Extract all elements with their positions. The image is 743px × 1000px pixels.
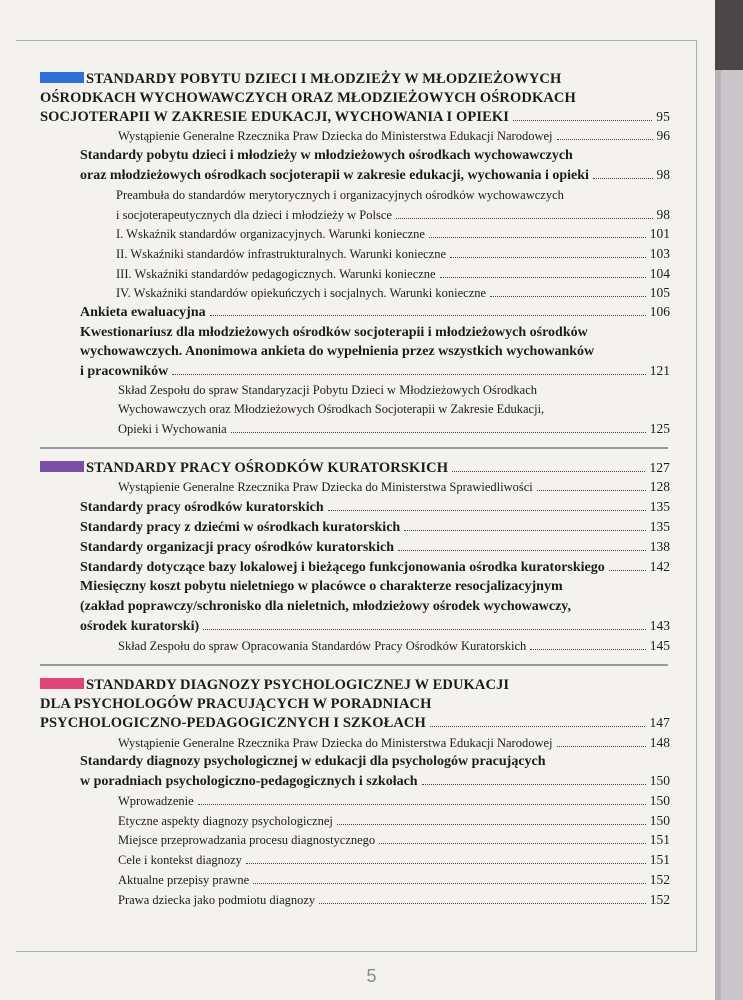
entry-title-line: i pracowników xyxy=(80,364,169,379)
entry-page-number: 106 xyxy=(649,304,670,319)
entry-page-number: 96 xyxy=(656,128,670,143)
entry-page-number: 145 xyxy=(649,638,670,653)
dot-leader xyxy=(253,882,646,884)
entry-page-number: 150 xyxy=(649,773,670,788)
section-color-bar xyxy=(40,72,84,83)
section-heading-line xyxy=(40,458,670,478)
section-heading-line xyxy=(40,676,509,695)
toc-entry-line xyxy=(80,165,670,185)
entry-page-number: 151 xyxy=(649,852,670,867)
entry-title-line: ośrodek kuratorski) xyxy=(80,619,200,634)
dot-leader xyxy=(198,803,646,805)
entry-title-line: Miejsce przeprowadzania procesu diagnostycznego xyxy=(118,833,376,847)
entry-title-line: Wystąpienie Generalne Rzecznika Praw Dziecka do Ministerstwa Edukacji Narodowej xyxy=(118,129,553,143)
toc-entry-line xyxy=(80,597,571,616)
entry-page-number: 151 xyxy=(649,832,670,847)
entry-title-line: Prawa dziecka jako podmiotu diagnozy xyxy=(118,893,316,907)
dot-leader xyxy=(490,295,646,297)
dot-leader xyxy=(404,529,646,531)
dot-leader xyxy=(396,217,653,219)
dot-leader xyxy=(557,138,653,140)
toc-entry-line xyxy=(116,186,564,205)
section-color-bar xyxy=(40,461,84,472)
entry-page-number: 95 xyxy=(656,109,670,124)
entry-title-line: Standardy pobytu dzieci i młodzieży w młodzieżowych ośrodkach wychowawczych xyxy=(80,148,573,163)
entry-page-number: 105 xyxy=(649,285,670,300)
page-edge-dark xyxy=(715,0,743,70)
toc-entry-line xyxy=(80,577,563,596)
entry-title-line: I. Wskaźnik standardów organizacyjnych. Warunki konieczne xyxy=(116,227,425,241)
toc-entry-line xyxy=(118,733,670,753)
entry-title-line: Skład Zespołu do spraw Opracowania Standardów Pracy Ośrodków Kuratorskich xyxy=(118,639,527,653)
toc-entry-line xyxy=(118,419,670,439)
entry-title-line: Etyczne aspekty diagnozy psychologicznej xyxy=(118,814,333,828)
entry-page-number: 135 xyxy=(649,499,670,514)
toc-entry-line xyxy=(116,205,670,225)
entry-title-line: OŚRODKACH WYCHOWAWCZYCH ORAZ MŁODZIEŻOWYCH OŚRODKACH xyxy=(40,90,576,106)
toc-entry-line xyxy=(118,126,670,146)
entry-page-number: 101 xyxy=(649,226,670,241)
dot-leader xyxy=(422,783,646,785)
toc-entry-line xyxy=(80,342,594,361)
dot-leader xyxy=(537,489,646,491)
entry-page-number: 152 xyxy=(649,892,670,907)
dot-leader xyxy=(593,177,653,179)
entry-title-line: III. Wskaźniki standardów pedagogicznych. Warunki konieczne xyxy=(116,267,436,281)
toc-entry-line xyxy=(118,830,670,850)
dot-leader xyxy=(513,119,652,121)
dot-leader xyxy=(430,725,646,727)
toc-entry-line xyxy=(80,557,670,577)
toc-entry-line xyxy=(118,400,544,419)
entry-page-number: 147 xyxy=(649,715,670,730)
toc-entry-line xyxy=(116,283,670,303)
entry-page-number: 127 xyxy=(649,460,670,475)
dot-leader xyxy=(398,549,646,551)
toc-entry-line xyxy=(118,636,670,656)
toc-entry-line xyxy=(80,771,670,791)
dot-leader xyxy=(210,314,646,316)
toc-entry-line xyxy=(118,477,670,497)
section-heading-line xyxy=(40,89,576,108)
entry-title-line: DLA PSYCHOLOGÓW PRACUJĄCYCH W PORADNIACH xyxy=(40,696,432,712)
entry-title-line: i socjoterapeutycznych dla dzieci i młodzieży w Polsce xyxy=(116,208,392,222)
toc-entry-line xyxy=(118,811,670,831)
toc-entry-line xyxy=(118,890,670,910)
dot-leader xyxy=(429,236,646,238)
entry-page-number: 128 xyxy=(649,479,670,494)
toc-entry-line xyxy=(118,791,670,811)
entry-title-line: II. Wskaźniki standardów infrastrukturalnych. Warunki konieczne xyxy=(116,247,447,261)
entry-page-number: 152 xyxy=(649,872,670,887)
dot-leader xyxy=(172,373,645,375)
toc-entry-line xyxy=(80,537,670,557)
entry-title-line: Standardy pracy z dziećmi w ośrodkach kuratorskich xyxy=(80,520,401,535)
dot-leader xyxy=(530,648,646,650)
toc-entry-line xyxy=(80,752,546,771)
toc-entry-line xyxy=(116,224,670,244)
page-edge-shade xyxy=(715,70,721,1000)
toc-entry-line xyxy=(80,517,670,537)
entry-page-number: 142 xyxy=(649,559,670,574)
page-edge xyxy=(715,0,743,1000)
toc-entry-line xyxy=(80,616,670,636)
entry-title-line: SOCJOTERAPII W ZAKRESIE EDUKACJI, WYCHOWANIA I OPIEKI xyxy=(40,109,509,125)
entry-title-line: Cele i kontekst diagnozy xyxy=(118,853,242,867)
entry-page-number: 150 xyxy=(649,793,670,808)
entry-page-number: 104 xyxy=(649,266,670,281)
dot-leader xyxy=(337,823,646,825)
entry-title-line: Wychowawczych oraz Młodzieżowych Ośrodkach Socjoterapii w Zakresie Edukacji, xyxy=(118,402,545,416)
section-color-bar xyxy=(40,678,84,689)
entry-title-line: Wystąpienie Generalne Rzecznika Praw Dziecka do Ministerstwa Sprawiedliwości xyxy=(118,480,533,494)
entry-title-line: Standardy diagnozy psychologicznej w edukacji dla psychologów pracujących xyxy=(80,754,546,769)
section-heading-line xyxy=(40,713,670,733)
entry-page-number: 148 xyxy=(649,735,670,750)
dot-leader xyxy=(379,842,646,844)
entry-page-number: 121 xyxy=(649,363,670,378)
toc-entry-line xyxy=(80,146,573,165)
entry-title-line: Kwestionariusz dla młodzieżowych ośrodków socjoterapii i młodzieżowych ośrodków xyxy=(80,325,588,340)
section-heading-line xyxy=(40,695,432,714)
entry-page-number: 125 xyxy=(649,421,670,436)
entry-title-line: wychowawczych. Anonimowa ankieta do wypełnienia przez wszystkich wychowanków xyxy=(80,344,595,359)
toc-entry-line xyxy=(116,244,670,264)
entry-page-number: 135 xyxy=(649,519,670,534)
entry-title-line: IV. Wskaźniki standardów opiekuńczych i socjalnych. Warunki konieczne xyxy=(116,286,487,300)
entry-title-line: (zakład poprawczy/schronisko dla nieletnich, młodzieżowy ośrodek wychowawczy, xyxy=(80,599,572,614)
entry-page-number: 150 xyxy=(649,813,670,828)
section-heading-line xyxy=(40,107,670,127)
dot-leader xyxy=(440,276,646,278)
entry-title-line: Ankieta ewaluacyjna xyxy=(80,305,206,320)
entry-title-line: Skład Zespołu do spraw Standaryzacji Pobytu Dzieci w Młodzieżowych Ośrodkach xyxy=(118,383,537,397)
toc-entry-line xyxy=(116,264,670,284)
entry-title-line: Wystąpienie Generalne Rzecznika Praw Dziecka do Ministerstwa Edukacji Narodowej xyxy=(118,736,553,750)
section-divider xyxy=(40,664,668,666)
toc-entry-line xyxy=(80,302,670,322)
entry-title-line: oraz młodzieżowych ośrodkach socjoterapii w zakresie edukacji, wychowania i opieki xyxy=(80,168,589,183)
section-divider xyxy=(40,447,668,449)
dot-leader xyxy=(319,902,646,904)
page-number: 5 xyxy=(366,966,377,986)
toc-entry-line xyxy=(80,497,670,517)
dot-leader xyxy=(246,862,646,864)
dot-leader xyxy=(203,628,646,630)
dot-leader xyxy=(231,431,646,433)
dot-leader xyxy=(328,509,646,511)
toc-entry-line xyxy=(118,850,670,870)
dot-leader xyxy=(557,745,646,747)
entry-title-line: Standardy dotyczące bazy lokalowej i bieżącego funkcjonowania ośrodka kuratorskiego xyxy=(80,560,605,575)
toc-entry-line xyxy=(118,870,670,890)
entry-title-line: Opieki i Wychowania xyxy=(118,422,227,436)
entry-title-line: PSYCHOLOGICZNO-PEDAGOGICZNYCH I SZKOŁACH xyxy=(40,715,426,731)
entry-title-line: w poradniach psychologiczno-pedagogicznych i szkołach xyxy=(80,774,418,789)
entry-page-number: 143 xyxy=(649,618,670,633)
entry-page-number: 98 xyxy=(656,207,670,222)
entry-page-number: 98 xyxy=(656,167,670,182)
entry-title-line: Miesięczny koszt pobytu nieletniego w placówce o charakterze resocjalizacyjnym xyxy=(80,579,563,594)
toc-entry-line xyxy=(118,381,537,400)
entry-title-line: Standardy pracy ośrodków kuratorskich xyxy=(80,500,324,515)
entry-title-line: STANDARDY PRACY OŚRODKÓW KURATORSKICH xyxy=(86,460,449,476)
entry-page-number: 103 xyxy=(649,246,670,261)
toc-entry-line xyxy=(80,361,670,381)
entry-title-line: Standardy organizacji pracy ośrodków kuratorskich xyxy=(80,540,394,555)
entry-page-number: 138 xyxy=(649,539,670,554)
dot-leader xyxy=(609,569,646,571)
entry-title-line: Wprowadzenie xyxy=(118,794,194,808)
entry-title-line: STANDARDY POBYTU DZIECI I MŁODZIEŻY W MŁODZIEŻOWYCH xyxy=(86,71,562,87)
section-heading-line xyxy=(40,70,561,89)
dot-leader xyxy=(452,470,645,472)
dot-leader xyxy=(450,256,646,258)
entry-title-line: STANDARDY DIAGNOZY PSYCHOLOGICZNEJ W EDUKACJI xyxy=(86,677,510,693)
entry-title-line: Preambuła do standardów merytorycznych i organizacyjnych ośrodków wychowawczych xyxy=(116,188,564,202)
toc-entry-line xyxy=(80,323,588,342)
entry-title-line: Aktualne przepisy prawne xyxy=(118,873,250,887)
